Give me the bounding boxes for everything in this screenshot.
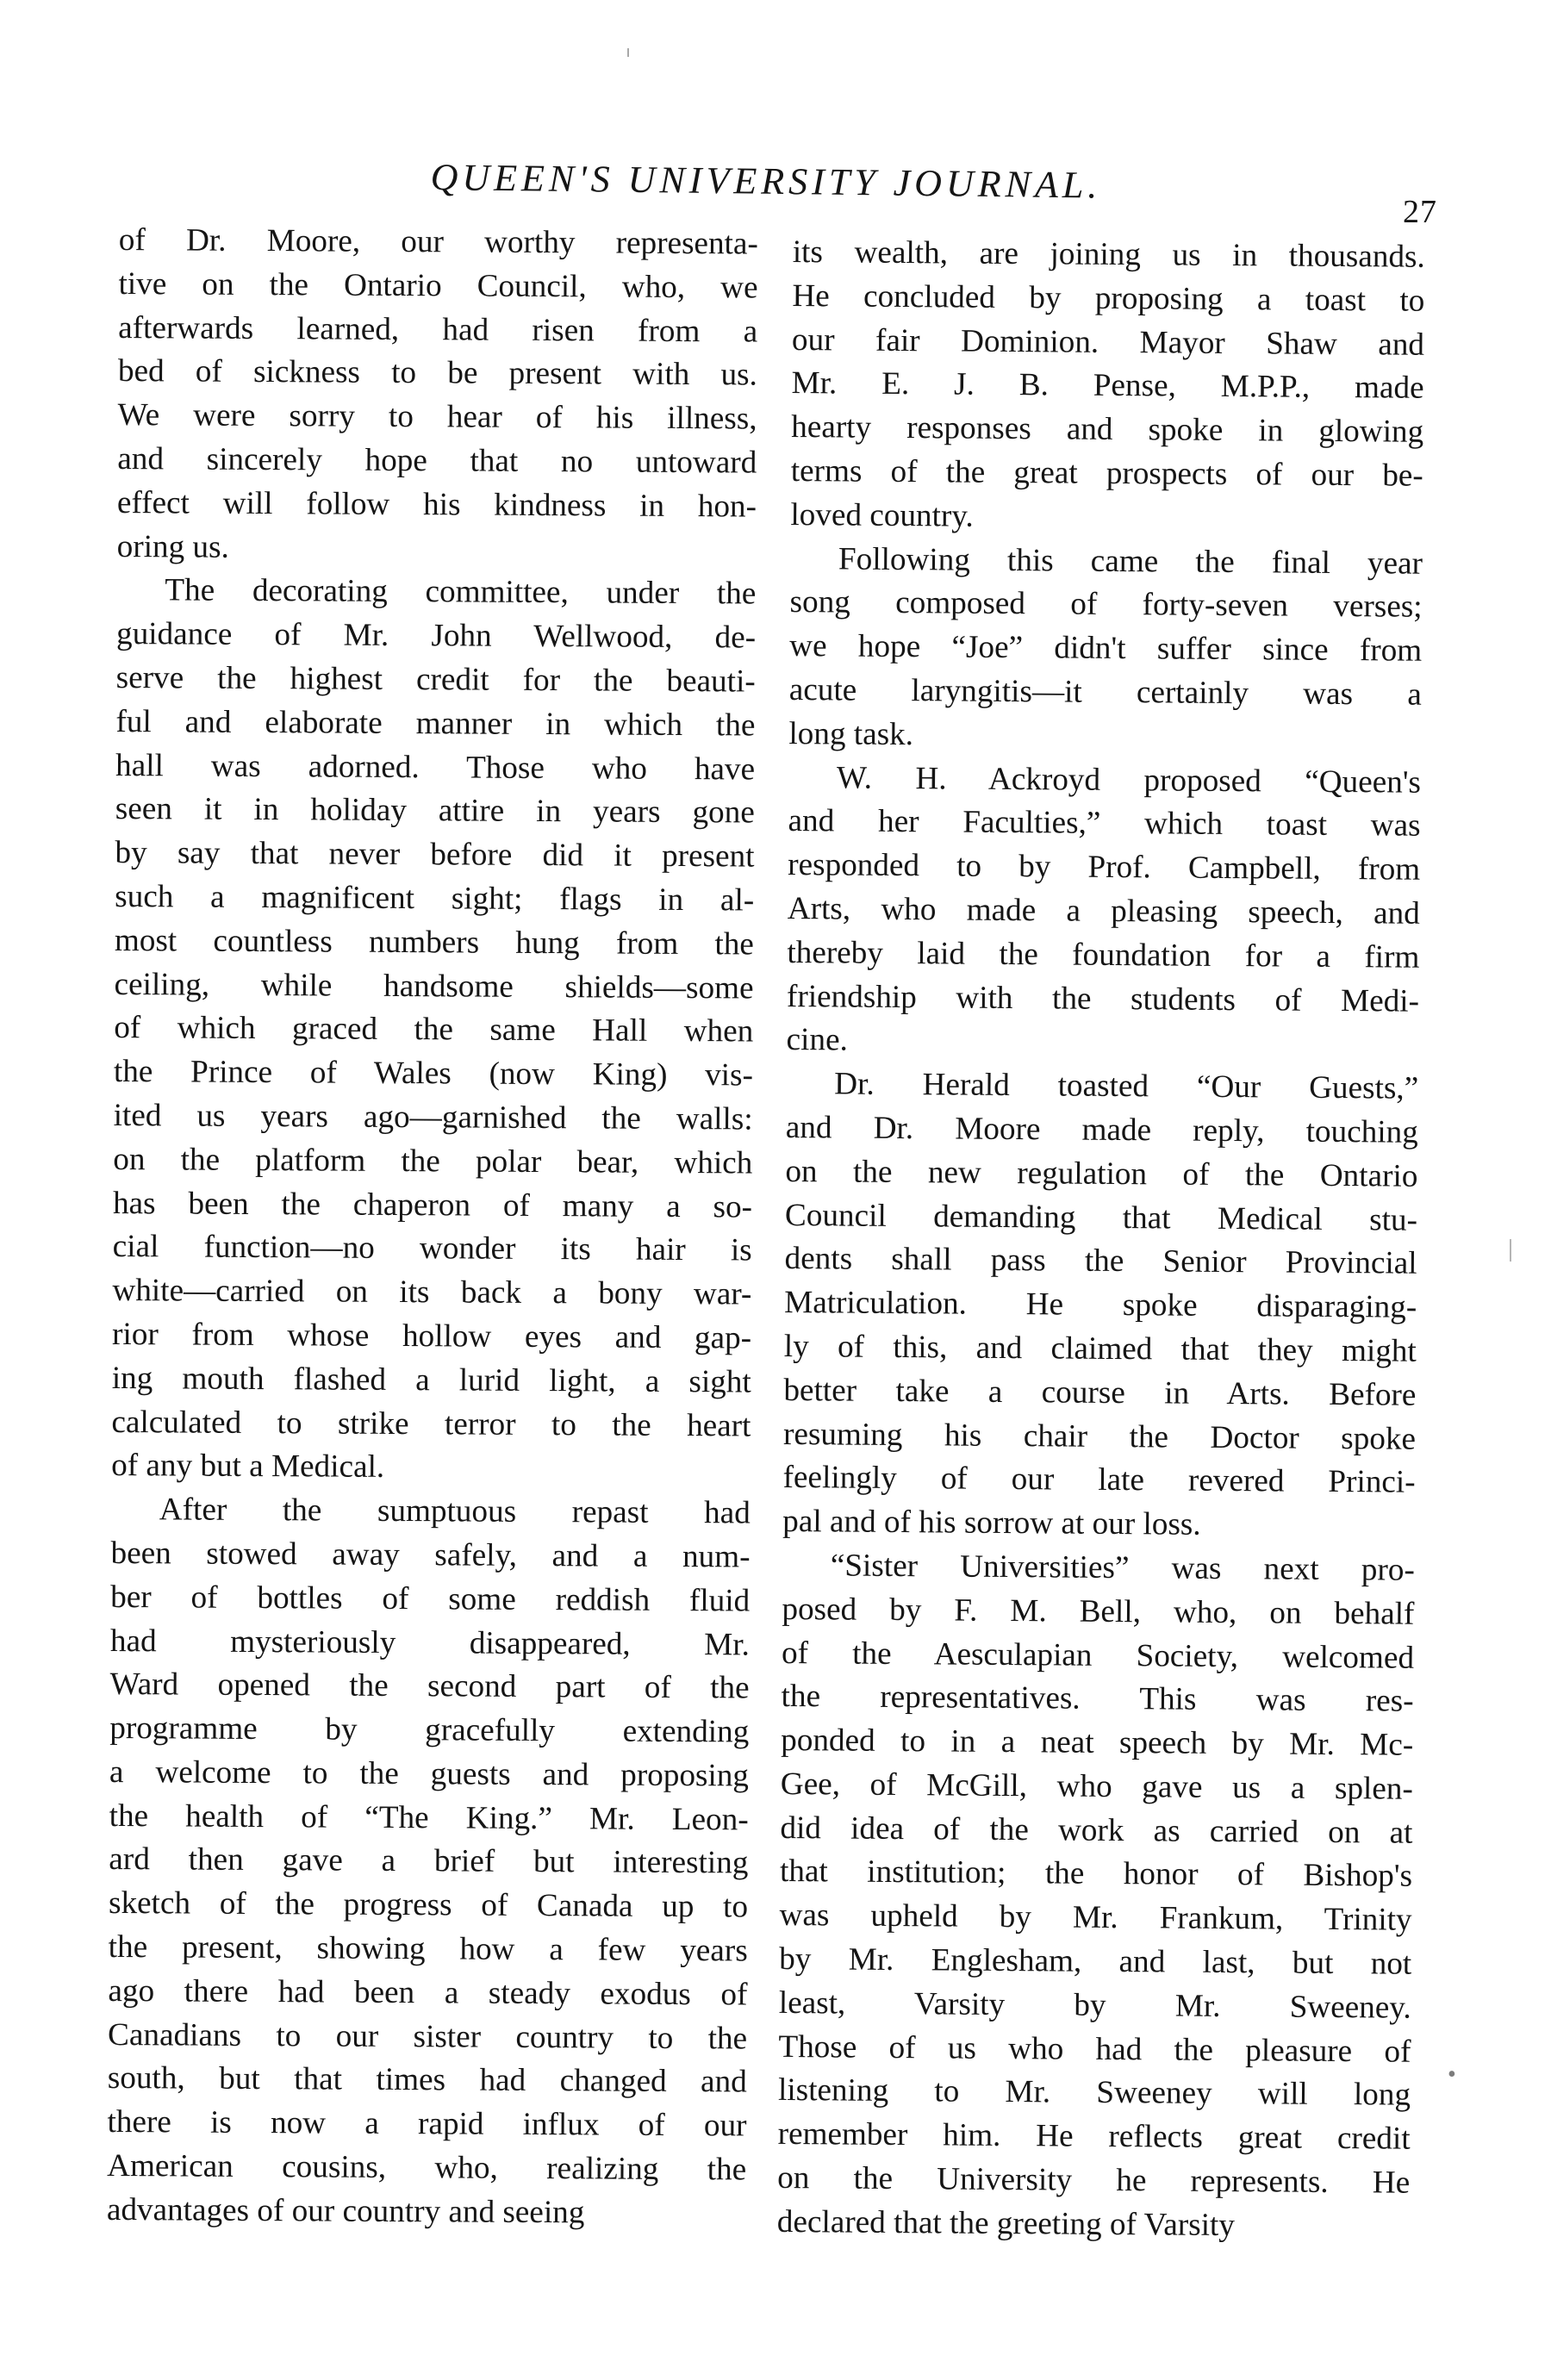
left-column-line: and sincerely hope that no untoward [117, 440, 757, 481]
left-column-line: of which graced the same Hall when [114, 1010, 754, 1050]
left-column-line: been stowed away safely, and a num- [110, 1535, 751, 1575]
left-column-line: cial function—no wonder its hair is [112, 1229, 752, 1268]
right-column-line: we hope “Joe” didn't suffer since from [789, 628, 1423, 669]
right-column-line: Gee, of McGill, who gave us a splen- [780, 1766, 1413, 1807]
left-column-line: had mysteriously disappeared, Mr. [109, 1623, 751, 1663]
right-column-line: declared that the greeting of Varsity [776, 2203, 1236, 2243]
left-column-line: of Dr. Moore, our worthy representa- [118, 221, 758, 262]
right-column [777, 231, 1425, 2249]
left-column-line: on the platform the polar bear, which [113, 1141, 753, 1181]
right-column-line: the representatives. This was res- [781, 1679, 1414, 1720]
right-column-line: that institution; the honor of Bishop's [779, 1854, 1413, 1895]
left-column-line: Ward opened the second part of the [109, 1667, 750, 1706]
left-column-line: Canadians to our sister country to the [108, 2016, 748, 2057]
left-column-line: calculated to strike terror to the heart [111, 1404, 751, 1444]
right-column-line: responded to by Prof. Campbell, from [788, 847, 1421, 888]
right-column-line: Those of us who had the pleasure of [778, 2028, 1411, 2070]
left-column-line: the Prince of Wales (now King) vis- [113, 1054, 754, 1093]
left-column-line: a welcome to the guests and proposing [109, 1754, 750, 1794]
left-column-line: ago there had been a steady exodus of [108, 1972, 748, 2013]
left-column-line: oring us. [116, 528, 229, 565]
right-column-line: posed by F. M. Bell, who, on behalf [782, 1591, 1415, 1632]
right-column-line: and Dr. Moore made reply, touching [785, 1109, 1418, 1150]
right-column-line: Council demanding that Medical stu- [784, 1197, 1418, 1238]
right-column-line: better take a course in Arts. Before [783, 1372, 1417, 1413]
right-column-line: by Mr. Englesham, and last, but not [779, 1941, 1412, 1982]
left-column-line: ard then gave a brief but interesting [109, 1841, 749, 1881]
page-number: 27 [1403, 194, 1437, 230]
right-column-line: thereby laid the foundation for a firm [787, 934, 1420, 975]
left-column-line: there is now a rapid influx of our [107, 2104, 747, 2144]
left-column-line: the health of “The King.” Mr. Leon- [109, 1797, 749, 1838]
page-mark-bullet: • [1448, 2061, 1456, 2088]
left-column-line: has been the chaperon of many a so- [112, 1185, 753, 1225]
right-column-line: listening to Mr. Sweeney will long [777, 2072, 1411, 2114]
left-column-line: tive on the Ontario Council, who, we [118, 265, 758, 306]
left-column-line: ber of bottles of some reddish fluid [110, 1579, 751, 1619]
left-column-line: We were sorry to hear of his illness, [117, 397, 757, 437]
left-column-line: rior from whose hollow eyes and gap- [111, 1316, 752, 1356]
left-column-line: American cousins, who, realizing the [107, 2148, 747, 2188]
right-column-line: hearty responses and spoke in glowing [791, 409, 1424, 450]
right-column-line: terms of the great prospects of our be- [790, 452, 1423, 494]
right-column-line: He concluded by proposing a toast to [792, 277, 1425, 319]
right-column-line: friendship with the students of Medi- [786, 978, 1420, 1019]
left-column-line: of any but a Medical. [111, 1448, 385, 1486]
right-column-line: ly of this, and claimed that they might [783, 1328, 1417, 1369]
left-column-line: such a magnificent sight; flags in al- [115, 878, 755, 919]
left-column [107, 219, 758, 2236]
right-column-line: was upheld by Mr. Frankum, Trinity [779, 1897, 1412, 1938]
right-column-line: Arts, who made a pleasing speech, and [787, 890, 1420, 931]
right-column-line: on the new regulation of the Ontario [785, 1153, 1418, 1194]
left-column-line: south, but that times had changed and [107, 2060, 747, 2100]
right-column-line: Following this came the final year [838, 541, 1423, 582]
left-column-line: hall was adorned. Those who have [115, 747, 756, 788]
left-column-line: The decorating committee, under the [165, 572, 757, 612]
right-column-line: ponded to in a neat speech by Mr. Mc- [781, 1723, 1414, 1763]
left-column-line: After the sumptuous repast had [159, 1492, 751, 1531]
left-column-line: bed of sickness to be present with us. [117, 353, 758, 393]
left-column-line: effect will follow his kindness in hon- [116, 484, 757, 525]
left-column-line: by say that never before did it present [115, 835, 755, 875]
left-column-line: seen it in holiday attire in years gone [115, 791, 755, 831]
right-column-line: remember him. He reflects great credit [777, 2116, 1411, 2157]
left-column-line: most countless numbers hung from the [114, 922, 754, 963]
right-column-line: our fair Dominion. Mayor Shaw and [791, 321, 1425, 363]
right-column-line: Matriculation. He spoke disparaging- [784, 1285, 1417, 1325]
right-column-line: did idea of the work as carried on at [780, 1810, 1413, 1851]
left-column-line: ited us years ago—garnished the walls: [113, 1097, 753, 1137]
right-column-line: of the Aesculapian Society, welcomed [781, 1635, 1415, 1676]
right-column-line: acute laryngitis—it certainly was a [788, 671, 1422, 713]
left-column-line: advantages of our country and seeing [106, 2191, 585, 2231]
left-column-line: ing mouth flashed a lurid light, a sight [111, 1360, 751, 1400]
right-column-line: long task. [788, 715, 914, 752]
right-column-line: resuming his chair the Doctor spoke [782, 1416, 1417, 1457]
right-column-line: loved country. [790, 496, 974, 534]
right-column-line: and her Faculties,” which toast was [788, 803, 1421, 844]
right-column-line: Mr. E. J. B. Pense, M.P.P., made [791, 365, 1424, 407]
right-column-line: song composed of forty-seven verses; [789, 584, 1423, 626]
page-mark-top [627, 48, 629, 57]
right-column-line: its wealth, are joining us in thousands. [792, 234, 1425, 275]
right-column-line: dents shall pass the Senior Provincial [784, 1241, 1417, 1282]
page-mark-right [1510, 1239, 1511, 1262]
right-column-line: cine. [786, 1022, 849, 1058]
right-column-line: on the University he represents. He [777, 2159, 1411, 2201]
left-column-line: programme by gracefully extending [109, 1710, 750, 1750]
right-column-line: least, Varsity by Mr. Sweeney. [778, 1984, 1411, 2026]
left-column-line: the present, showing how a few years [108, 1929, 748, 1969]
left-column-line: ful and elaborate manner in which the [115, 703, 756, 744]
left-column-line: white—carried on its back a bony war- [112, 1273, 752, 1312]
right-column-line: Dr. Herald toasted “Our Guests,” [834, 1066, 1419, 1106]
left-column-line: ceiling, while handsome shields—some [114, 966, 754, 1006]
right-column-line: pal and of his sorrow at our loss. [782, 1504, 1201, 1542]
right-column-line: “Sister Universities” was next pro- [830, 1548, 1415, 1588]
left-column-line: serve the highest credit for the beauti- [115, 659, 756, 700]
right-column-line: W. H. Ackroyd proposed “Queen's [836, 759, 1422, 801]
left-column-line: guidance of Mr. John Wellwood, de- [115, 616, 757, 656]
left-column-line: sketch of the progress of Canada up to [108, 1885, 749, 1925]
running-head: QUEEN'S UNIVERSITY JOURNAL. [430, 155, 1102, 207]
left-column-line: afterwards learned, had risen from a [118, 309, 758, 350]
right-column-line: feelingly of our late revered Princi- [782, 1460, 1416, 1501]
